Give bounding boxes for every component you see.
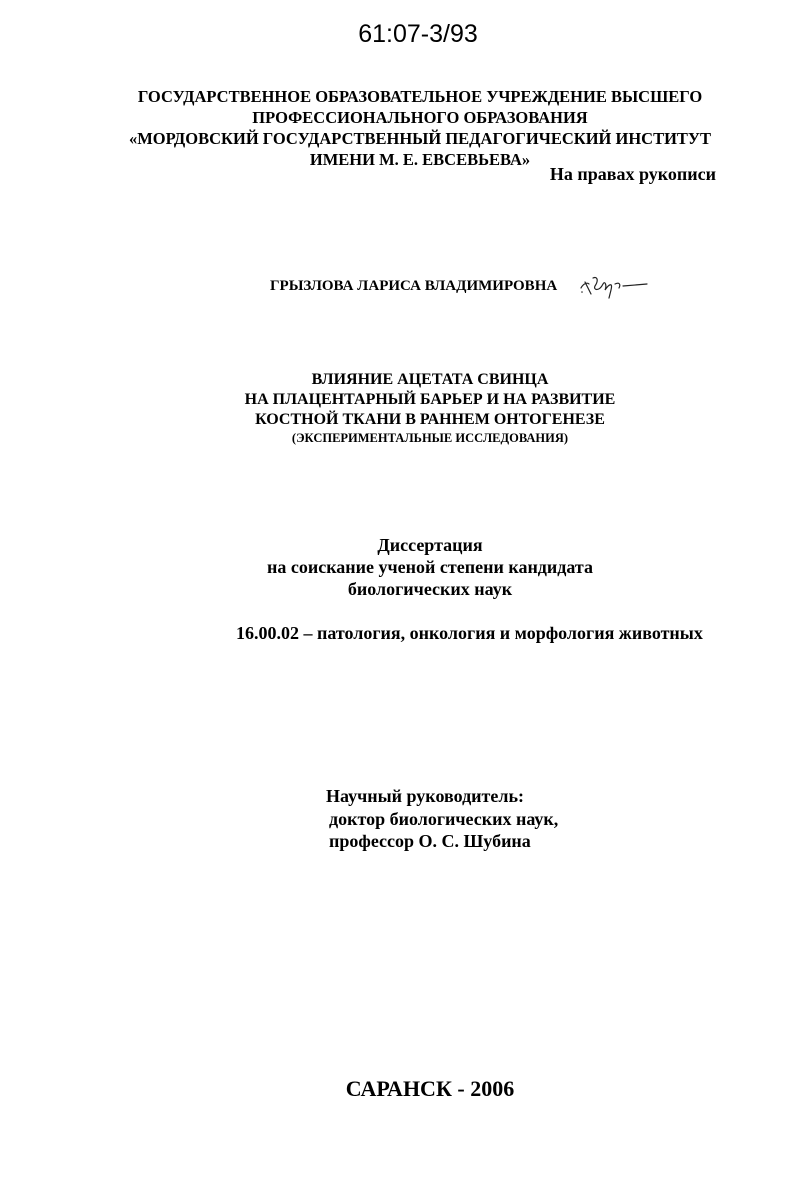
dissertation-line-1: Диссертация	[377, 535, 483, 555]
handwritten-signature-icon	[577, 272, 649, 300]
supervisor-block	[326, 785, 726, 853]
catalog-number: 61:07-3/93	[358, 20, 478, 48]
institution-line-4: ИМЕНИ М. Е. ЕВСЕВЬЕВА»	[309, 150, 531, 169]
dissertation-title	[140, 370, 720, 446]
supervisor-degree: доктор биологических наук,	[329, 808, 559, 829]
title-line-2: НА ПЛАЦЕНТАРНЫЙ БАРЬЕР И НА РАЗВИТИЕ	[244, 391, 616, 408]
supervisor-name: профессор О. С. Шубина	[329, 831, 531, 851]
author-name: ГРЫЗЛОВА ЛАРИСА ВЛАДИМИРОВНА	[270, 277, 558, 294]
author-row	[270, 272, 690, 300]
dissertation-line-3: биологических наук	[347, 579, 513, 599]
institution-line-2: ПРОФЕССИОНАЛЬНОГО ОБРАЗОВАНИЯ	[252, 108, 588, 127]
title-subtitle: (ЭКСПЕРИМЕНТАЛЬНЫЕ ИССЛЕДОВАНИЯ)	[291, 431, 569, 445]
institution-header	[120, 86, 720, 170]
title-line-1: ВЛИЯНИЕ АЦЕТАТА СВИНЦА	[311, 371, 549, 388]
manuscript-rights-note: На правах рукописи	[549, 164, 716, 184]
institution-line-3: «МОРДОВСКИЙ ГОСУДАРСТВЕННЫЙ ПЕДАГОГИЧЕСКИЙ ИНСТИТУТ	[128, 129, 712, 148]
supervisor-label: Научный руководитель:	[326, 786, 524, 806]
dissertation-line-2: на соискание ученой степени кандидата	[266, 557, 593, 577]
specialty-code: 16.00.02 – патология, онкология и морфология животных	[236, 623, 703, 643]
title-line-3: КОСТНОЙ ТКАНИ В РАННЕМ ОНТОГЕНЕЗЕ	[255, 411, 605, 428]
dissertation-type	[230, 534, 630, 600]
city-year: САРАНСК - 2006	[345, 1076, 515, 1101]
institution-line-1: ГОСУДАРСТВЕННОЕ ОБРАЗОВАТЕЛЬНОЕ УЧРЕЖДЕНИЕ ВЫСШЕГО	[137, 87, 703, 106]
